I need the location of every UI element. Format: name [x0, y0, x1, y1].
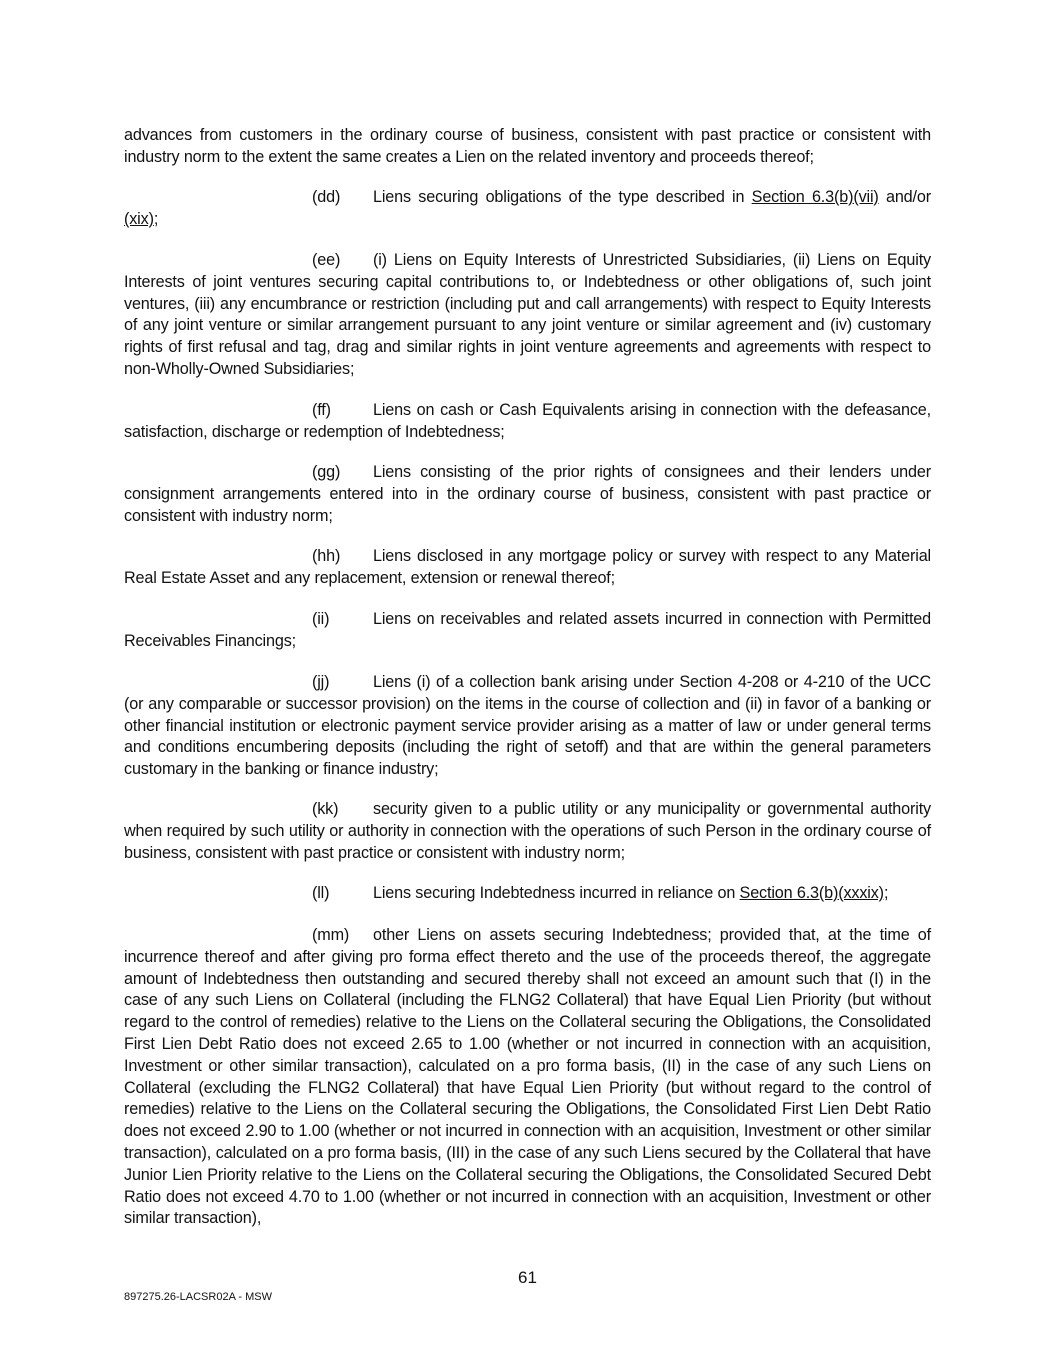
clause-dd-text-after: ; — [153, 209, 159, 228]
clause-ii-tag: (ii) — [312, 610, 330, 628]
page-number: 61 — [518, 1268, 537, 1287]
clause-gg-tag: (gg) — [312, 463, 341, 481]
clause-dd-text-before: Liens securing obligations of the type described in — [373, 188, 752, 206]
clause-hh-text: Liens disclosed in any mortgage policy or survey with respect to any Material Real Estate Asset and any replacement, extension or renewal thereof; — [124, 547, 931, 587]
clause-ii — [124, 609, 931, 653]
clause-ii-text: Liens on receivables and related assets incurred in connection with Permitted Receivables Financings; — [124, 610, 931, 650]
clause-dd-text-middle: and/or — [878, 188, 931, 206]
clause-hh-tag: (hh) — [312, 547, 341, 565]
clause-hh — [124, 546, 931, 590]
clause-ee-tag: (ee) — [312, 251, 341, 269]
clause-gg-text: Liens consisting of the prior rights of consignees and their lenders under consignment arrangements entered into in the ordinary course of business, consistent with past practice or consistent with industry norm; — [124, 463, 931, 525]
clause-dd-tag: (dd) — [312, 188, 341, 206]
clause-jj-text: Liens (i) of a collection bank arising under Section 4-208 or 4-210 of the UCC (or any comparable or successor provision) on the items in the course of collection and (ii) in favor of a banking or other financial institution or electronic payment service provider arising as a matter of law or under general terms and conditions encumbering deposits (including the right of setoff) and that are within the general parameters customary in the banking or finance industry; — [124, 673, 931, 779]
clause-ll-section-ref: Section 6.3(b)(xxxix) — [739, 884, 884, 902]
clause-dd-sub-ref: (xix) — [124, 209, 154, 228]
clause-dd — [124, 187, 931, 231]
clause-dd-section-ref: Section 6.3(b)(vii) — [751, 188, 879, 206]
clause-jj — [124, 672, 931, 781]
clause-ll-tag: (ll) — [312, 884, 330, 902]
clause-kk-tag: (kk) — [312, 800, 339, 818]
clause-ll-text-after: ; — [883, 884, 889, 902]
clause-ff-text: Liens on cash or Cash Equivalents arising in connection with the defeasance, satisfaction, discharge or redemption of Indebtedness; — [124, 401, 931, 441]
footer-document-id: 897275.26-LACSR02A - MSW — [124, 1291, 272, 1303]
clause-kk-text: security given to a public utility or any municipality or governmental authority when required by such utility or authority in connection with the operations of such Person in the ordinary course of business, consistent with past practice or consistent with industry norm; — [124, 800, 931, 862]
clause-kk — [124, 799, 931, 864]
clause-mm-tag: (mm) — [312, 926, 350, 944]
clause-jj-tag: (jj) — [312, 673, 330, 691]
clause-ff — [124, 400, 931, 444]
clause-gg — [124, 462, 931, 527]
clause-mm-text: other Liens on assets securing Indebtedness; provided that, at the time of incurrence thereof and after giving pro forma effect thereto and the use of the proceeds thereof, the aggregate amount of Indebtedness then outstanding and secured thereby shall not exceed an amount such that (I) in the case of any such Liens on Collateral (including the FLNG2 Collateral) that have Equal Lien Priority (but without regard to the control of remedies) relative to the Liens on the Collateral securing the Obligations, the Consolidated First Lien Debt Ratio does not exceed 2.65 to 1.00 (whether or not incurred in connection with an acquisition, Investment or other similar transaction), calculated on a pro forma basis, (II) in the case of any such Liens on Collateral (excluding the FLNG2 Collateral) that have Equal Lien Priority (but without regard to the control of remedies) relative to the Liens on the Collateral securing the Obligations, the Consolidated First Lien Debt Ratio does not exceed 2.90 to 1.00 (whether or not incurred in connection with an acquisition, Investment or other similar transaction), calculated on a pro forma basis, (III) in the case of any such Liens secured by the Collateral that have Junior Lien Priority relative to the Liens on the Collateral securing the Obligations, the Consolidated Secured Debt Ratio does not exceed 4.70 to 1.00 (whether or not incurred in connection with an acquisition, Investment or other similar transaction), — [124, 926, 931, 1228]
intro-paragraph: advances from customers in the ordinary course of business, consistent with past practice or consistent with industry norm to the extent the same creates a Lien on the related inventory and proceeds thereof; — [124, 126, 931, 166]
clause-ff-tag: (ff) — [312, 401, 331, 419]
clause-mm — [124, 925, 931, 1230]
clause-ll-text-before: Liens securing Indebtedness incurred in reliance on — [373, 884, 740, 902]
clause-ll — [124, 883, 931, 905]
clause-ee — [124, 250, 931, 381]
clause-ee-text: (i) Liens on Equity Interests of Unrestricted Subsidiaries, (ii) Liens on Equity Interests of joint ventures securing capital contributions to, or Indebtedness or other obligations of, such joint ventures, (iii) any encumbrance or restriction (including put and call arrangements) with respect to Equity Interests of any joint venture or similar arrangement pursuant to any joint venture or similar agreement and (iv) customary rights of first refusal and tag, drag and similar rights in joint venture agreements and agreements with respect to non-Wholly-Owned Subsidiaries; — [124, 251, 931, 378]
